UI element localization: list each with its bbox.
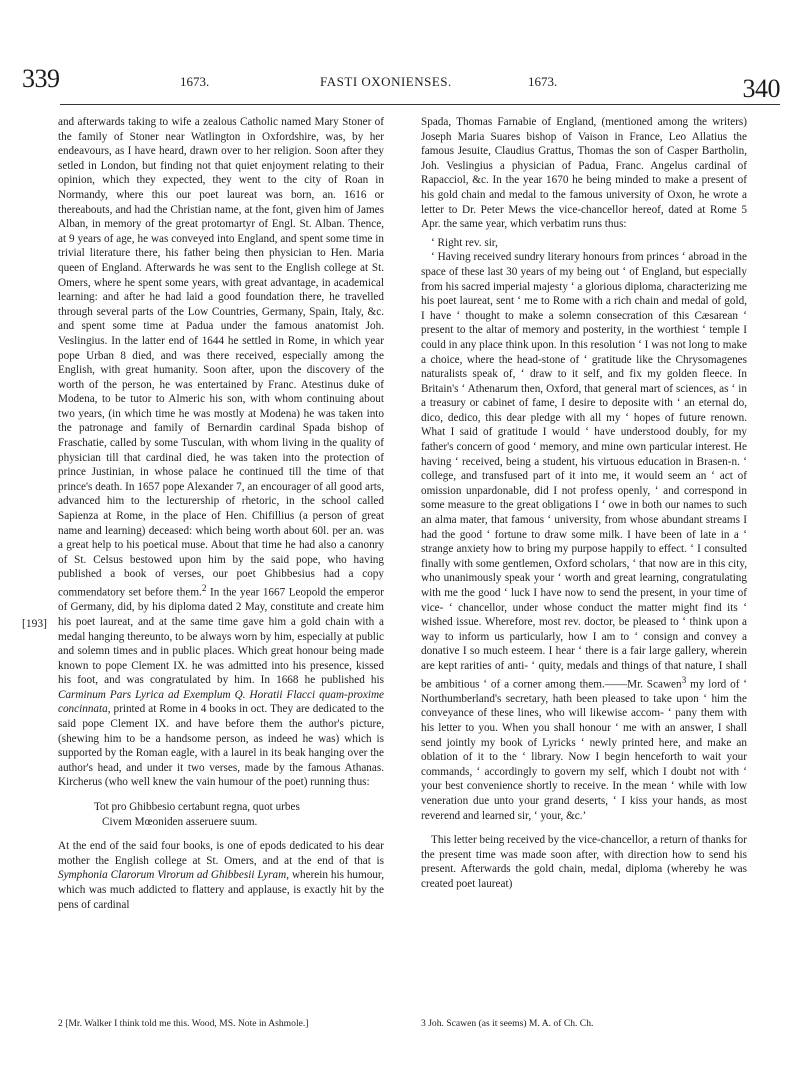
page-number-right: 340 (742, 74, 780, 103)
left-para2b-text: , wherein his humour, which was much addicted to flattery and applause, is exactly hit by the pens of cardinal (58, 869, 384, 911)
letter-text: ‘ Having received sundry literary honours from princes ‘ abroad in the space of these last 30 years of my being out ‘ of England, but especially from his sacred imperial majesty ‘ a glorious diploma, characterizing me his poet laureat, sent ‘ me to Rome with a rich chain and medal of gold, I have ‘ thought to make a solemn consecration of this Cæsarean ‘ present to the altar of memory and posterity, in the worthiest ‘ temple I could in any place think upon. In this resolution ‘ I was not long to make a choice, where the head-stone of ‘ gratitude like the Chrysomagenes naturalists speak of, ‘ draw to it self, and fix my golden fleece. In Britain's ‘ Athenarum then, Oxford, that general mart of sciences, as ‘ in a treasury or cabinet of fame, I desire to deposite with ‘ an eternal do, dico, dedico, this dear pledge with all my ‘ hopes of future renown. What I said of gratitude I would ‘ have understood doubly, for my father's concern of good ‘ memory, and mine own particular interest. He having ‘ received, being a student, his virtuous education in Brasen-n. ‘ college, and transfused part of it into me, it would seem an ‘ act of omission unpardonable, did I not profess openly, ‘ and correspond in some measure to the great obligations I ‘ owe in both our names to such an alma mater, that famous ‘ university, from whose abundant streams I had the good ‘ fortune to draw some milk. I have been of late in a ‘ strange anxiety how to bring my purpose happily to effect. ‘ I consulted finally with some gentlemen, Oxford scholars, ‘ that now are in this city, who unanimously speak your ‘ worth and great learning, congratulating with me the good ‘ luck I have now to send the present, in your time of vice- ‘ chancellor, under whose conduct the matter might find its ‘ wished issue. Wherefore, most rev. doctor, be pleased to ‘ think upon a way to inform us particularly, how I am to ‘ consign and convey a donative I so much esteem. I hear ‘ there is a fair large gallery, wherein are kept rarities of anti- ‘ quity, medals and things of that nature, I shall be ambitious ‘ of a corner among them.——Mr. Scawen (421, 251, 747, 691)
footnote-left: 2 [Mr. Walker I think told me this. Wood, MS. Note in Ashmole.] (58, 1018, 309, 1029)
running-year-right: 1673. (528, 74, 558, 89)
book-title: Carminum Pars Lyrica ad Exemplum Q. Horatii Flacci quam-proxime concinnata (58, 688, 384, 716)
running-header (20, 62, 780, 102)
symphonia-title: Symphonia Clarorum Virorum ad Ghibbesii Lyram (58, 869, 287, 882)
left-paragraph-1 (58, 115, 384, 790)
running-title: FASTI OXONIENSES. (320, 74, 452, 89)
header-rule (60, 104, 780, 105)
right-paragraph-3: This letter being received by the vice-chancellor, a return of thanks for the present time was made soon after, with direction how to send his present. Afterwards the gold chain, medal, diploma (whereby he was created poet laureat) (421, 834, 747, 891)
margin-reference: [193] (22, 618, 47, 630)
footnote-mark-3: 3 (681, 675, 687, 686)
running-year-left: 1673. (180, 74, 210, 89)
left-para2a-text: At the end of the said four books, is one of epods dedicated to his dear mother the English college at St. Omers, and at the end of that is (58, 840, 384, 867)
right-paragraph-1: Spada, Thomas Farnabie of England, (mentioned among the writers) Joseph Maria Suares bishop of Vaison in France, Leo Allatius the famous Jesuite, Claudius Grattus, Thomas the son of Casper Bartholin, Joh. Veslingius a physician of Padua, Franc. Angelus cardinal of Rapacciol, &c. In the year 1670 he being minded to make a present of his gold chain and medal to the famous university of Oxon, he wrote a letter to Dr. Peter Mews the vice-chancellor hereof, dated at Rome 5 Apr. the same year, which verbatim runs thus: (421, 116, 747, 231)
latin-verse (94, 800, 384, 829)
verse-line-1: Tot pro Ghibbesio certabunt regna, quot urbes (94, 801, 300, 814)
left-para1b-text: In the year 1667 Leopold the emperor of Germany, did, by his diploma dated 2 May, constitute and create him his poet laureat, and at the same time gave him a gold chain with a medal hanging thereunto, to be always worn by him, especially at public and solemn times and in public places. Which great honour being made known to pope Clement IX. he was admitted into his presence, kissed his foot, and was congratulated by him. In 1668 he published his (58, 586, 384, 687)
left-paragraph-2 (58, 839, 384, 912)
verse-line-2: Civem Mœoniden asseruere suum. (102, 815, 258, 828)
letter-text-2: my lord of ‘ Northumberland's secretary, hath been pleased to take upon ‘ him the conveyance of these lines, who will likewise accom- ‘ pany them with his letter to you. When you shall honour ‘ me with an answer, I shall send jointly my book of Lyricks ‘ newly printed here, and make an oblation of it to the ‘ library. Now I begin henceforth to wait your commands, ‘ accordingly to govern my self, which I doubt not with ‘ your best convenience shortly to receive. In the mean ‘ while with low veneration due unto your grand deserts, ‘ I kiss your hands, as most reverend and learned sir, ‘ your, &c.’ (421, 678, 747, 822)
left-column (58, 115, 384, 912)
right-column (421, 115, 747, 892)
left-para1c-text: , printed at Rome in 4 books in oct. They are dedicated to the said pope Clement IX. and have before them the author's picture, (shewing him to be a handsome person, as indeed he was) which is supported by the Roman eagle, with a laurel in its beak hanging over the author's head, and under it two verses, made by the famous Athanas. Kircherus (who well knew the vain humour of the poet) running thus: (58, 703, 384, 789)
page-number-left: 339 (22, 64, 60, 93)
letter-body (421, 250, 747, 823)
left-para1-text: and afterwards taking to wife a zealous Catholic named Mary Stoner of the family of Stoner near Watlington in Oxfordshire, was, by her endeavours, as I have heard, drawn over to her religion. Soon after they setled in London, but finding not that quiet enjoyment relating to their opinion, which they expected, they went to the city of Roan in Normandy, where this our poet laureat was born, an. 1616 or thereabouts, and had the Christian name, at the font, given him of James Alban, in memory of the great protomartyr of Engl. St. Alban. Thence, at 9 years of age, he was conveyed into England, and spent some time in trivial literature there, his father being then physician to Hen. Maria queen of England. Afterwards he was sent to the English college at St. Omers, where he spent some years, with great advantage, in academical learning: and after he had laid a good foundation there, he travelled through several parts of the Low Countries, Germany, Spain, Italy, &c. and spent some time at Padua under the famous anatomist Joh. Veslingius. In the latter end of 1644 he settled in Rome, in which year pope Urban 8 died, and was there received, especially among the English, with great humanity. Soon after, upon the discovery of the worth of the person, he was entertained by Franc. Atestinus duke of Modena, to be tutor to Almeric his son, with whom continuing about two years, (in which time he was mostly at Modena) he was taken into the patronage and family of Bernardin cardinal Spada bishop of Fraschatie, called by some Tusculan, with whom living in the quality of physician till that cardinal died, he was taken into the protection of prince Justinian, in whose palace he continued till the time of that prince's death. In 1657 pope Alexander 7, an encourager of all good arts, advanced him to the lecturership of rhetoric, in the school called Sapienza at Rome, in the place of Hen. Chifillius (a person of great name and learning) deceased: which being worth about 60l. per an. was a great help to his poetical muse. About that time he had also a canonry of St. Celsus bestowed upon him by the said pope, who having published a book of verses, our poet Ghibbesius had a copy commendatory set before them. (58, 116, 384, 599)
footnote-mark-2: 2 (201, 584, 207, 594)
letter-salutation: ‘ Right rev. sir, (431, 236, 498, 249)
footnote-right: 3 Joh. Scawen (as it seems) M. A. of Ch. Ch. (421, 1018, 594, 1029)
